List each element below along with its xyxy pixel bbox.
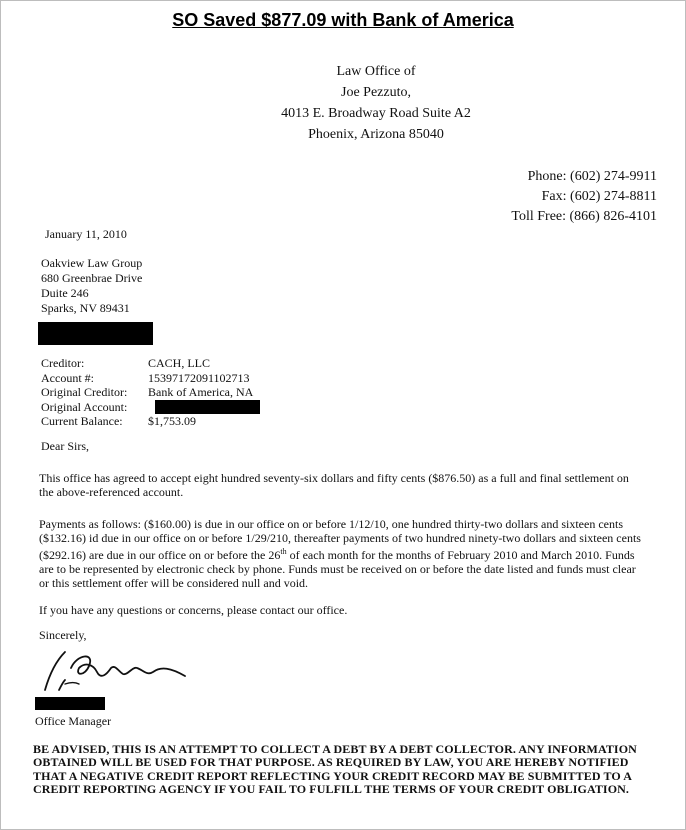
redaction-block	[155, 400, 260, 414]
settlement-paragraph: This office has agreed to accept eight hundred seventy-six dollars and fifty cents ($876.50) as a full and final settlement on the above-referenced account.	[39, 471, 629, 499]
letterhead	[231, 61, 521, 145]
debt-collector-notice: BE ADVISED, THIS IS AN ATTEMPT TO COLLECT A DEBT BY A DEBT COLLECTOR. ANY INFORMATION OBTAINED WILL BE USED FOR THAT PURPOSE. AS REQUIRED BY LAW, YOU ARE HEREBY NOTIFIED THAT A NEGATIVE CREDIT REPORT REFLECTING YOUR CREDIT RECORD MAY BE SUBMITTED TO A CREDIT REPORTING AGENCY IF YOU FAIL TO FULFILL THE TERMS OF YOUR CREDIT OBLIGATION.	[33, 742, 637, 797]
recipient-line: Sparks, NV 89431	[41, 301, 130, 315]
contact-paragraph: If you have any questions or concerns, please contact our office.	[39, 603, 348, 617]
balance-value: $1,753.09	[148, 414, 196, 428]
letterhead-line: Joe Pezzuto,	[341, 85, 411, 100]
original-account-label: Original Account:	[41, 399, 128, 414]
recipient-address	[41, 256, 142, 316]
salutation: Dear Sirs,	[41, 439, 89, 453]
payments-paragraph	[39, 517, 645, 590]
letter-date: January 11, 2010	[45, 227, 127, 241]
account-value: 15397172091102713	[148, 370, 250, 385]
recipient-line: 680 Greenbrae Drive	[41, 271, 143, 285]
signer-title: Office Manager	[35, 714, 112, 728]
payments-text: of each month for the months of February 2010 and March 2010. Funds are to be represented by electronic check by phone. Funds must be received on or before the date listed and funds must clear or this settlement offer will be considered null and void.	[39, 548, 636, 590]
page-title: SO Saved $877.09 with Bank of America	[172, 10, 514, 30]
letterhead-line: Law Office of	[336, 64, 416, 79]
letterhead-line: Phoenix, Arizona 85040	[308, 127, 444, 142]
account-label: Account #:	[41, 370, 94, 385]
account-row	[41, 400, 260, 415]
account-row	[41, 371, 260, 386]
closing: Sincerely,	[39, 628, 87, 642]
payments-text: Payments as follows: ($160.00) is due in our office on or before 1/12/10, one hundred thirty-two dollars and sixteen cents ($132.16) id due in our office on or before 1/29/210, thereafter payments of two hundred ninety-two dollars and sixteen cents ($292.16) are due in our office on or before the 26	[39, 517, 641, 562]
signature-image	[35, 646, 195, 696]
redaction-block	[35, 697, 105, 710]
account-row	[41, 414, 260, 429]
creditor-label: Creditor:	[41, 356, 85, 370]
letterhead-line: 4013 E. Broadway Road Suite A2	[281, 106, 471, 121]
balance-label: Current Balance:	[41, 414, 123, 428]
account-row	[41, 356, 260, 371]
fax-number: Fax: (602) 274-8811	[541, 189, 657, 204]
account-row	[41, 385, 260, 400]
tollfree-number: Toll Free: (866) 826-4101	[511, 209, 657, 224]
redaction-block	[38, 322, 153, 345]
original-creditor-value: Bank of America, NA	[148, 385, 254, 399]
creditor-value: CACH, LLC	[148, 356, 211, 370]
recipient-line: Oakview Law Group	[41, 256, 143, 270]
ordinal-suffix: th	[280, 547, 287, 556]
account-details	[41, 356, 260, 429]
original-creditor-label: Original Creditor:	[41, 385, 128, 399]
phone-number: Phone: (602) 274-9911	[527, 169, 657, 184]
recipient-line: Duite 246	[41, 286, 89, 300]
contact-numbers	[511, 167, 657, 227]
